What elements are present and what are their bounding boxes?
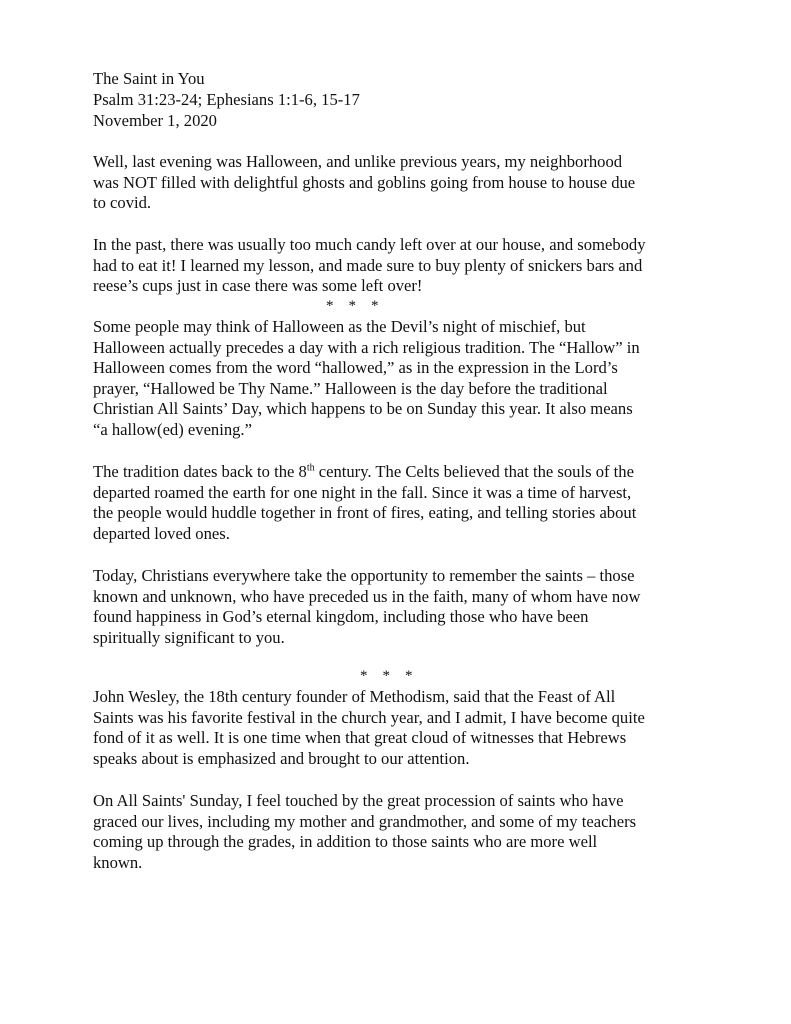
paragraph-candy: [93, 235, 733, 297]
sermon-title: The Saint in You: [93, 69, 205, 88]
text-line: Some people may think of Halloween as the Devil’s night of mischief, but: [93, 317, 586, 336]
text-line: known and unknown, who have preceded us in the faith, many of whom have now: [93, 586, 641, 606]
text-line: Christian All Saints’ Day, which happens to be on Sunday this year. It also means: [93, 399, 633, 419]
section-separator: * * *: [360, 668, 413, 684]
text-line: known.: [93, 852, 143, 872]
text-line: departed roamed the earth for one night in the fall. Since it was a time of harvest,: [93, 482, 632, 502]
text-line: graced our lives, including my mother and grandmother, and some of my teachers: [93, 811, 637, 831]
paragraph-hallow-meaning: [93, 317, 733, 441]
text-line: to covid.: [93, 193, 152, 213]
scripture-reference: Psalm 31:23-24; Ephesians 1:1-6, 15-17: [93, 90, 360, 109]
ordinal-superscript: th: [306, 462, 315, 474]
text-line: prayer, “Hallowed be Thy Name.” Halloween is the day before the traditional: [93, 378, 608, 398]
text-line: Saints was his favorite festival in the church year, and I admit, I have become quite: [93, 707, 645, 727]
text-line: Halloween actually precedes a day with a rich religious tradition. The “Hallow” in: [93, 337, 640, 357]
paragraph-all-saints-sunday: [93, 791, 733, 873]
paragraph-halloween-intro: [93, 152, 733, 214]
text-line: coming up through the grades, in addition to those saints who are more well: [93, 832, 598, 852]
text-fragment: The tradition dates back to the 8: [93, 462, 307, 481]
section-separator: * * *: [326, 298, 379, 314]
text-line: “a hallow(ed) evening.”: [93, 419, 252, 439]
text-fragment: century. The Celts believed that the souls of the: [314, 462, 634, 481]
text-line: had to eat it! I learned my lesson, and made sure to buy plenty of snickers bars and: [93, 255, 643, 275]
sermon-date: November 1, 2020: [93, 111, 217, 130]
text-line: fond of it as well. It is one time when that great cloud of witnesses that Hebrews: [93, 728, 627, 748]
text-line: On All Saints' Sunday, I feel touched by the great procession of saints who have: [93, 791, 624, 810]
text-line: spiritually significant to you.: [93, 627, 285, 647]
text-line: was NOT filled with delightful ghosts and goblins going from house to house due: [93, 172, 636, 192]
text-line: Well, last evening was Halloween, and unlike previous years, my neighborhood: [93, 152, 623, 171]
paragraph-remember-saints: [93, 566, 733, 648]
text-line: John Wesley, the 18th century founder of Methodism, said that the Feast of All: [93, 687, 616, 706]
text-line: [93, 462, 733, 483]
text-line: departed loved ones.: [93, 523, 230, 543]
paragraph-celtic-tradition: [93, 462, 733, 544]
text-line: reese’s cups just in case there was some left over!: [93, 276, 423, 296]
text-line: found happiness in God’s eternal kingdom, including those who have been: [93, 607, 589, 627]
paragraph-john-wesley: [93, 687, 733, 769]
text-line: Today, Christians everywhere take the opportunity to remember the saints – those: [93, 566, 635, 585]
text-line: Halloween comes from the word “hallowed,” as in the expression in the Lord’s: [93, 358, 618, 378]
text-line: In the past, there was usually too much candy left over at our house, and somebody: [93, 235, 646, 254]
text-line: speaks about is emphasized and brought to our attention.: [93, 748, 470, 768]
text-line: the people would huddle together in front of fires, eating, and telling stories about: [93, 503, 637, 523]
